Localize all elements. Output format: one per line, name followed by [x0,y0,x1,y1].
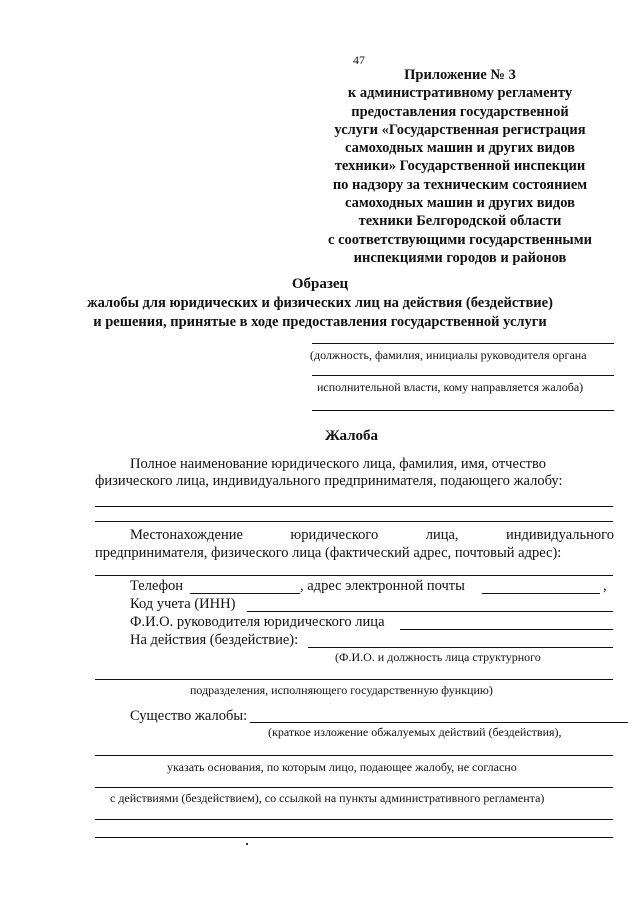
sample-subtitle-2: и решения, принятые в ходе предоставления государственной услуги [93,314,547,330]
actions-answer-line[interactable] [95,679,613,680]
addressee-line-2[interactable] [312,375,614,376]
para1-answer-line-2[interactable] [95,521,613,522]
addressee-line-1[interactable] [312,343,614,344]
appendix-line: предоставления государственной [351,103,569,120]
appendix-line: услуги «Государственная регистрация [334,121,586,138]
appendix-line: самоходных машин и других видов [345,195,575,212]
appendix-line: техники Белгородской области [358,213,562,230]
email-end-comma: , [603,578,607,594]
para1-answer-line-1[interactable] [95,506,613,507]
essence-label: Существо жалобы: [130,708,248,724]
actions-label: На действия (бездействие): [130,632,299,648]
email-field[interactable] [482,593,600,594]
para2-answer-line[interactable] [95,575,613,576]
addressee-hint-1: (должность, фамилия, инициалы руководителя органа [310,348,587,362]
para1-line1-text: Полное наименование юридического лица, фамилия, имя, отчество [130,456,547,472]
essence-hint-1: (краткое изложение обжалуемых действий (бездействия), [268,725,562,739]
sample-title: Образец [291,276,349,292]
phone-label: Телефон [130,578,183,594]
phone-field[interactable] [190,593,300,594]
complaint-heading: Жалоба [325,428,379,444]
para1-line1 [130,456,614,473]
fio-label: Ф.И.О. руководителя юридического лица [130,614,385,630]
essence-answer-line-3[interactable] [95,819,613,820]
para2-word: Местонахождение [130,527,243,543]
appendix-title: Приложение № 3 [404,67,516,83]
fio-field[interactable] [400,629,613,630]
para2-word: юридического [290,527,379,543]
appendix-block [300,66,620,267]
stray-mark [246,843,248,845]
appendix-line: по надзору за техническим состоянием [332,176,588,193]
appendix-line: к административному регламенту [347,85,573,102]
para2-word: лица, [425,527,459,543]
essence-hint-3: с действиями (бездействием), со ссылкой на пункты административного регламента) [110,791,545,805]
para2-line2: предпринимателя, физического лица (фактический адрес, почтовый адрес): [95,545,562,561]
addressee-line-3[interactable] [312,410,614,411]
appendix-line: техники» Государственной инспекции [334,158,586,175]
para2-word: индивидуального [506,527,614,543]
page-number: 47 [353,53,365,67]
actions-hint-2: подразделения, исполняющего государственную функцию) [190,683,493,697]
para1-line2: физического лица, индивидуального предпринимателя, подающего жалобу: [95,473,563,489]
code-field[interactable] [247,611,613,612]
appendix-line: с соответствующими государственными [328,231,592,248]
code-label: Код учета (ИНН) [130,596,236,612]
sample-subtitle-1: жалобы для юридических и физических лиц на действия (бездействие) [87,295,553,311]
appendix-line: инспекциями городов и районов [353,249,567,266]
essence-answer-line-4[interactable] [95,837,613,838]
addressee-hint-2: исполнительной власти, кому направляется жалоба) [317,380,584,394]
essence-answer-line-1[interactable] [95,755,613,756]
actions-hint-1: (Ф.И.О. и должность лица структурного [335,650,541,664]
appendix-line: самоходных машин и других видов [345,140,575,157]
email-label: , адрес электронной почты [300,578,465,594]
essence-answer-line-2[interactable] [95,787,613,788]
essence-hint-2: указать основания, по которым лицо, подающее жалобу, не согласно [167,760,517,774]
para2-line1 [130,527,614,544]
actions-field[interactable] [308,647,613,648]
essence-field[interactable] [250,722,628,723]
